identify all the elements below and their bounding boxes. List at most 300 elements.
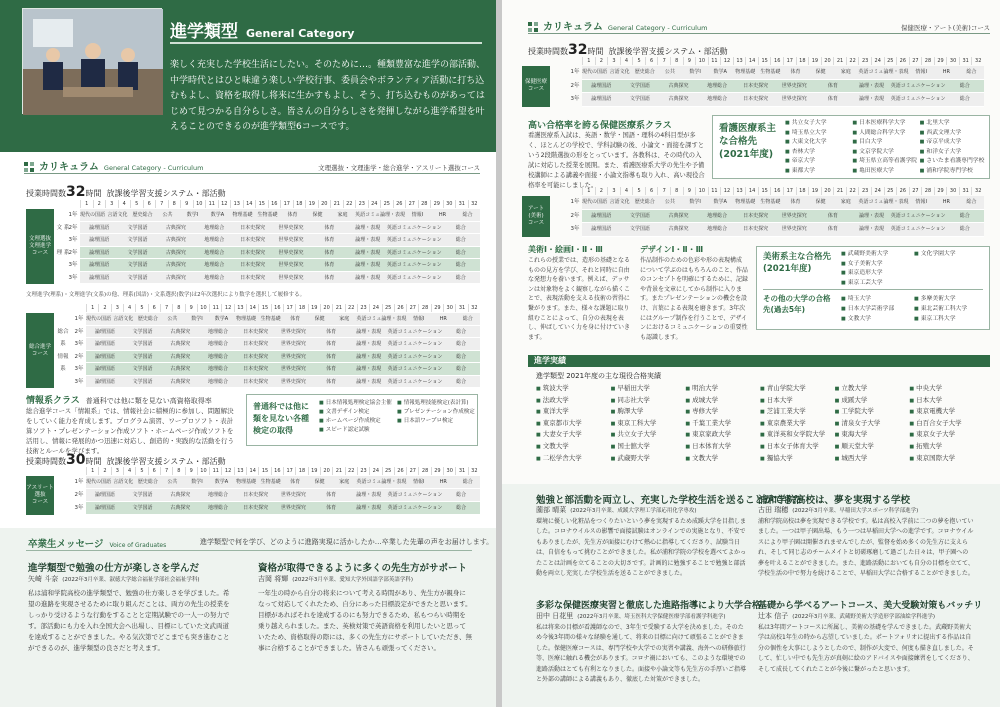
subject-cell: 世界史探究	[781, 82, 807, 89]
period-number: 25	[884, 187, 897, 195]
art-heading-1: 美術Ⅰ・絵画Ⅰ・Ⅱ・Ⅲ	[528, 245, 603, 254]
subject-cell: 論理・表現	[356, 492, 382, 498]
subject-cell: 古典探究	[668, 226, 689, 232]
timetable-row	[80, 247, 480, 260]
subject-cell: 体育	[324, 262, 335, 268]
qualification-item: ■ ホームページ作成検定	[319, 417, 397, 426]
timetable-row	[80, 222, 480, 235]
period-number: 16	[770, 57, 783, 65]
timetable-row	[86, 313, 480, 326]
period-number: 16	[271, 467, 283, 475]
subject-cell: 英語コミュニケーション	[890, 96, 946, 102]
period-number: 14	[745, 57, 758, 65]
subject-cell: 日本史探究	[243, 328, 269, 335]
subject-cell: 世界史探究	[280, 366, 306, 372]
subject-cell: 論理・表現	[381, 316, 407, 322]
period-number: 7	[160, 467, 172, 475]
health-heading: 高い合格率を誇る保健医療系クラス	[528, 121, 672, 131]
subject-cell: 文学国語	[132, 492, 153, 498]
grade-label: 1年	[74, 316, 84, 322]
subject-cell: 古典探究	[668, 82, 689, 89]
subject-cell: 英語コミュニケーション	[386, 274, 442, 281]
subject-cell: 世界史探究	[781, 226, 807, 232]
graduates-section	[0, 528, 496, 707]
subject-cell: 文学国語	[629, 226, 650, 232]
period-number: 15	[258, 304, 270, 312]
period-number: 28	[418, 467, 430, 475]
subject-cell: 英語コミュニケーション	[890, 212, 946, 219]
subject-cell: 論理国語	[94, 378, 115, 385]
timetable-row	[80, 272, 480, 285]
period-number: 11	[708, 57, 721, 65]
subject-cell: 論理国語	[89, 237, 110, 243]
school-item: ■ 大東文化大学	[785, 138, 852, 148]
period-number: 1	[86, 304, 98, 312]
result-school: ■ 法政大学	[536, 395, 611, 407]
subject-cell: 地理総合	[204, 274, 225, 281]
subject-cell: 情報Ⅰ	[411, 212, 424, 218]
message-body: 環境に優しい化粧品をつくりたいという夢を実現するため成蹊大学を目指しました。コロナウイルスの影響で面接試験はオンラインでの実施となり、不安でもありましたが、先生方が面接にむけて熱心に指導してくださり、試験当日は、自信をもって挑むことができました。私が浦和学院の学校を選べてよかったことは計画を立てることの大切さです。計画的に勉強することで勉強と部活動を両立し充実した学校生活を送ることができました。	[536, 518, 747, 578]
subject-cell: 世界史探究	[278, 224, 304, 231]
subject-cell: 地理総合	[204, 249, 225, 256]
period-number: 4	[123, 304, 135, 312]
period-number: 11	[205, 200, 218, 208]
timetable-row	[86, 351, 480, 364]
subject-cell: 総合	[966, 199, 977, 205]
subject-cell: 数学Ⅰ	[186, 212, 199, 218]
subject-cell: 古典探究	[170, 328, 191, 335]
school-item: ■ 文化学園大学	[914, 250, 987, 260]
period-number: 22	[846, 57, 859, 65]
subject-cell: 公共	[664, 69, 675, 75]
period-number: 22	[345, 304, 357, 312]
period-number: 23	[357, 304, 369, 312]
subject-cell: 論理・表現	[858, 226, 884, 232]
period-number: 4	[620, 57, 633, 65]
subject-cell: 体育	[324, 249, 335, 256]
subject-cell: 世界史探究	[280, 341, 306, 347]
period-number: 20	[821, 187, 834, 195]
subject-cell: 論理・表現	[858, 212, 884, 219]
subject-cell: 文学国語	[132, 366, 153, 372]
school-item: ■ 武蔵野美術大学	[841, 250, 914, 260]
timetable-row	[582, 210, 984, 224]
subject-cell: 古典探究	[170, 505, 191, 511]
result-school: ■ 工学院大学	[835, 406, 910, 418]
period-number: 18	[295, 304, 307, 312]
period-number: 28	[921, 187, 934, 195]
timetable-row	[86, 363, 480, 376]
school-item: ■ 西武文理大学	[920, 129, 987, 139]
result-school: ■ 城西大学	[835, 453, 910, 465]
result-school: ■ 東京都市大学	[536, 418, 611, 430]
timetable-art	[522, 187, 984, 239]
subject-cell: 歴史総合	[634, 69, 655, 75]
subject-cell: 地理総合	[707, 96, 728, 102]
grade-label: 2年	[570, 82, 580, 89]
period-number: 20	[320, 467, 332, 475]
qualification-item: ■ プレゼンテーション作成検定	[397, 408, 475, 417]
subject-cell: 総合	[456, 341, 467, 347]
period-number: 7	[155, 200, 168, 208]
subject-cell: 総合	[959, 96, 970, 102]
subject-cell: 論理・表現	[858, 82, 884, 89]
subject-cell: 保健	[815, 199, 826, 205]
subject-cell: 体育	[290, 316, 301, 322]
qualification-item: ■ 情報処理技能検定(表計算)	[397, 399, 475, 408]
track-label: 文 系	[56, 224, 70, 231]
period-number: 12	[218, 200, 231, 208]
result-school: ■ 成城大学	[685, 395, 760, 407]
subject-cell: 論理・表現	[883, 199, 909, 205]
subject-cell: 文学国語	[127, 262, 148, 268]
message-author: 古田 瑞穂 (2022年3月卒業、早稲田大学スポーツ科学部進学)	[758, 506, 919, 514]
subject-cell: 世界史探究	[781, 212, 807, 219]
art-box-title: 美術系主な合格先(2021年度)	[763, 252, 832, 274]
result-school: ■ 二松学舎大学	[536, 453, 611, 465]
subject-cell: 文学国語	[127, 249, 148, 256]
subject-cell: 生物基礎	[260, 316, 281, 322]
period-number: 4	[123, 467, 135, 475]
period-number: 5	[632, 187, 645, 195]
timetable-row	[582, 93, 984, 107]
subject-cell: 論理国語	[89, 224, 110, 231]
subject-cell: 物理基礎	[236, 316, 257, 322]
subject-cell: 英語コミュニケーション	[387, 492, 443, 498]
subject-cell: 物理基礎	[236, 479, 257, 485]
message-title: 浦和学院高校は、夢を実現する学校	[758, 495, 911, 506]
result-school: ■ 拓殖大学	[909, 441, 984, 453]
subject-cell: 総合	[462, 316, 473, 322]
period-number: 13	[733, 187, 746, 195]
subject-cell: 総合	[462, 212, 473, 218]
school-item: ■ 帝京大学	[785, 157, 852, 167]
subject-cell: 物理基礎	[735, 69, 756, 75]
subject-cell: 論理国語	[89, 249, 110, 256]
subject-cell: 生物基礎	[760, 69, 781, 75]
message-title: 進学類型で勉強の仕方が楽しさを学んだ	[28, 563, 200, 574]
title-underline	[170, 42, 482, 44]
health-schools-box	[712, 115, 990, 179]
school-item: ■ 亀田医療大学	[852, 167, 919, 177]
period-number: 29	[934, 187, 947, 195]
result-school: ■ 早稲田大学	[611, 383, 686, 395]
period-number: 29	[431, 467, 443, 475]
period-number: 25	[380, 200, 393, 208]
subject-cell: 体育	[827, 212, 838, 219]
period-number: 10	[197, 467, 209, 475]
message-author: 矢崎 斗奈 (2022年3月卒業、淑徳大学総合福祉学部社会福祉学科)	[28, 575, 200, 583]
subject-cell: 歴史総合	[132, 212, 153, 218]
subject-cell: 地理総合	[707, 82, 728, 89]
subject-cell: 数学A	[713, 199, 727, 205]
period-number: 20	[821, 57, 834, 65]
period-number: 18	[796, 187, 809, 195]
period-number: 14	[745, 187, 758, 195]
period-number: 10	[197, 304, 209, 312]
subject-cell: 日本史探究	[743, 96, 769, 102]
period-number: 3	[111, 304, 123, 312]
info-class-text: 総合進学コース「情報系」では、情報社会に積極的に参加し、問題解決をしていく能力を育成します。プログラム演習、ワープロソフト・表計算ソフト・プレゼンテーション作成ソフト・ホームページ作成ソフトを活用し、情報に発展的かつ迅速に対応し、創造的・実践的な活動を行う技術とルールを学びます。	[26, 407, 234, 455]
period-number: 7	[160, 304, 172, 312]
period-number: 1	[582, 57, 595, 65]
period-number: 23	[355, 200, 368, 208]
subject-cell: 文学国語	[127, 237, 148, 243]
subject-cell: 文学国語	[132, 328, 153, 335]
period-number: 5	[135, 467, 147, 475]
subject-cell: 地理総合	[207, 328, 228, 335]
period-header	[582, 57, 984, 65]
qualification-item: ■ 日本情報処理検定協会主催	[319, 399, 397, 408]
subject-cell: 現代の国語	[80, 212, 106, 218]
school-item: ■ 文京学院大学	[852, 148, 919, 158]
subject-cell: 英語コミュニケーション	[890, 226, 946, 232]
course-label: 総合進学 コース	[26, 313, 54, 388]
subject-cell: 英語コミュニケーション	[387, 505, 443, 511]
period-number: 13	[230, 200, 243, 208]
right-messages	[502, 484, 1000, 707]
subject-cell: 古典探究	[170, 366, 191, 372]
subject-cell: 総合	[456, 353, 467, 360]
subject-cell: HR	[942, 199, 950, 205]
subject-cell: 世界史探究	[280, 505, 306, 511]
subject-cell: 日本史探究	[743, 226, 769, 232]
period-number: 1	[86, 467, 98, 475]
subject-cell: 体育	[326, 353, 337, 360]
subject-cell: 公共	[167, 479, 178, 485]
subject-cell: 日本史探究	[240, 249, 266, 256]
subject-cell: 保健	[312, 212, 323, 218]
subject-cell: 体育	[324, 237, 335, 243]
subject-cell: 論理・表現	[883, 69, 909, 75]
period-number: 24	[369, 467, 381, 475]
result-school: ■ 千葉工業大学	[685, 418, 760, 430]
period-number: 32	[468, 200, 481, 208]
art-heading-2: デザインⅠ・Ⅱ・Ⅲ	[640, 245, 704, 254]
subject-cell: 地理総合	[207, 378, 228, 385]
subject-cell: 論理国語	[94, 492, 115, 498]
subject-cell: 英語コミュニケーション	[387, 328, 443, 335]
subject-cell: 日本史探究	[743, 82, 769, 89]
period-number: 30	[443, 304, 455, 312]
subject-cell: 文学国語	[132, 341, 153, 347]
subject-cell: 英語コミュ	[355, 212, 380, 218]
art-schools-box	[756, 246, 990, 330]
result-school: ■ 白百合女子大学	[909, 418, 984, 430]
subject-cell: 地理総合	[207, 505, 228, 511]
period-number: 19	[308, 467, 320, 475]
subject-cell: 日本史探究	[240, 274, 266, 281]
period-number: 17	[280, 200, 293, 208]
subject-cell: 論理・表現	[858, 96, 884, 102]
period-number: 21	[833, 57, 846, 65]
period-number: 27	[909, 187, 922, 195]
period-number: 24	[871, 57, 884, 65]
subject-cell: 世界史探究	[280, 492, 306, 498]
grade-label: 2年	[74, 353, 84, 360]
subject-cell: 言語文化	[609, 69, 630, 75]
result-school: ■ 順天堂大学	[835, 441, 910, 453]
subject-cell: 日本史探究	[243, 378, 269, 385]
subject-cell: 世界史探究	[781, 96, 807, 102]
subject-cell: 物理基礎	[735, 199, 756, 205]
period-number: 6	[143, 200, 156, 208]
result-school: ■ 東洋大学	[536, 406, 611, 418]
period-number: 15	[258, 467, 270, 475]
grade-label: 3年	[74, 366, 84, 372]
period-number: 24	[369, 304, 381, 312]
period-number: 8	[172, 467, 184, 475]
message-body: 一年生の時から自分の将来について考える時間があり、先生方が親身になって対応してくれたため、自分にあった目標設定ができたと思います。目標があればそれを達成するのにも努力できるため、私もつらい時期を乗り越えられました。また、英検対策で英語資格を利用したいと思っていたため、資格取得の際には、多くの先生方にサポートしていただき、無事に合格することができました。皆さんも頑張ってください。	[258, 589, 472, 652]
period-number: 11	[209, 304, 221, 312]
period-number: 27	[406, 304, 418, 312]
subject-cell: 総合	[455, 274, 466, 281]
timetable-row	[582, 80, 984, 94]
period-number: 32	[971, 187, 984, 195]
school-item: ■ 杏林大学	[785, 148, 852, 158]
period-number: 4	[620, 187, 633, 195]
curriculum-header: カリキュラム General Category - Curriculum 保健医療・アート(美術)コース	[528, 20, 990, 34]
result-school: ■ 東京国際大学	[909, 453, 984, 465]
timetable-sogo	[26, 304, 480, 388]
subject-cell: 英語コミュ	[356, 316, 382, 322]
grade-label: 3年	[68, 237, 78, 243]
subject-cell: 家庭	[337, 212, 348, 218]
period-header	[80, 200, 480, 208]
timetable-health	[522, 57, 984, 109]
subject-cell: 英語コミュニケーション	[386, 262, 442, 268]
subject-cell: 古典探究	[668, 212, 689, 219]
school-item: ■ 埼玉県立大学	[785, 129, 852, 139]
subject-cell: 英語コミュニケーション	[386, 249, 442, 256]
timetable-row	[80, 259, 480, 272]
period-number: 19	[808, 187, 821, 195]
subject-cell: HR	[942, 69, 950, 75]
subject-cell: 体育	[324, 224, 335, 231]
school-item: ■ 日本医療科学大学	[852, 119, 919, 129]
subject-cell: 論理・表現	[381, 479, 407, 485]
subject-cell: 英語コミュニケーション	[387, 366, 443, 372]
subject-cell: 情報Ⅰ	[915, 199, 927, 205]
track-label: 総合系	[57, 328, 69, 347]
school-item: ■ 文教大学	[841, 314, 914, 324]
subject-cell: 地理総合	[707, 212, 728, 219]
subject-cell: 世界史探究	[280, 378, 306, 385]
message-author: 薗部 晴菜 (2022年3月卒業、成蹊大学理工学部応用化学専攻)	[536, 506, 697, 514]
subject-cell: 公共	[664, 199, 675, 205]
period-number: 25	[382, 467, 394, 475]
divider	[26, 550, 472, 551]
subject-cell: 総合	[959, 82, 970, 89]
grade-label: 3年	[74, 378, 84, 385]
course-label: アート (美術) コース	[522, 196, 550, 237]
subject-cell: 現代の国語	[582, 199, 608, 205]
period-header	[582, 187, 984, 195]
period-number: 23	[858, 187, 871, 195]
subject-cell: 古典探究	[165, 249, 186, 256]
timetable-row	[582, 196, 984, 210]
subject-cell: 英語コミュ	[858, 69, 884, 75]
period-number: 30	[443, 200, 456, 208]
subject-cell: 論理国語	[591, 226, 612, 232]
school-item: ■ 埼玉県立高等看護学院	[852, 157, 919, 167]
message-title: 基礎から学べるアートコース、美大受験対策もバッチリ	[758, 601, 983, 611]
subject-cell: 文学国語	[127, 274, 148, 281]
period-number: 27	[406, 467, 418, 475]
result-school: ■ 日本大学	[909, 395, 984, 407]
subject-cell: 総合	[455, 249, 466, 256]
subject-cell: 現代の国語	[86, 316, 112, 322]
subject-cell: 体育	[827, 226, 838, 232]
period-number: 3	[607, 187, 620, 195]
subject-cell: 数学A	[210, 212, 225, 218]
subject-cell: 体育	[326, 341, 337, 347]
subject-cell: 総合	[959, 212, 970, 219]
timetable-row	[582, 66, 984, 80]
left-page	[0, 0, 496, 707]
period-number: 6	[645, 187, 658, 195]
health-school-list	[785, 119, 987, 177]
subject-cell: HR	[439, 316, 447, 322]
period-number: 26	[393, 200, 406, 208]
subject-cell: 体育	[790, 199, 801, 205]
result-school: ■ 同志社大学	[611, 395, 686, 407]
subject-cell: 現代の国語	[582, 69, 608, 75]
subject-cell: 英語コミュニケーション	[387, 341, 443, 347]
period-number: 20	[318, 200, 331, 208]
period-number: 6	[148, 304, 160, 312]
period-number: 13	[234, 304, 246, 312]
period-header	[86, 467, 480, 475]
period-number: 25	[382, 304, 394, 312]
subject-cell: 地理総合	[707, 226, 728, 232]
period-number: 32	[468, 467, 480, 475]
grade-label: 1年	[570, 69, 580, 75]
period-number: 28	[921, 57, 934, 65]
subject-cell: 古典探究	[165, 274, 186, 281]
grade-label: 1年	[74, 479, 84, 485]
subject-cell: 体育	[827, 82, 838, 89]
period-number: 17	[783, 187, 796, 195]
message-title: 資格が取得できるように多くの先生方がサポート	[258, 563, 468, 574]
timetable-row	[80, 209, 480, 222]
qualification-box	[246, 394, 478, 446]
subject-cell: 体育	[326, 328, 337, 335]
period-number: 18	[293, 200, 306, 208]
subject-cell: 論理・表現	[355, 224, 381, 231]
period-number: 8	[168, 200, 181, 208]
school-item: ■ 東京工芸大学	[841, 279, 914, 289]
period-number: 25	[884, 57, 897, 65]
grade-label: 2年	[74, 492, 84, 498]
subject-cell: 保健	[314, 316, 325, 322]
subject-cell: 数学Ⅰ	[191, 316, 203, 322]
period-number: 3	[111, 467, 123, 475]
timetable-row	[80, 234, 480, 247]
subject-cell: 世界史探究	[280, 328, 306, 335]
period-number: 1	[80, 200, 93, 208]
students-photo	[22, 8, 162, 114]
qual-list	[319, 399, 475, 435]
period-number: 16	[770, 187, 783, 195]
period-number: 30	[946, 57, 959, 65]
subject-cell: 日本史探究	[243, 366, 269, 372]
subject-cell: 論理国語	[591, 212, 612, 219]
period-number: 9	[180, 200, 193, 208]
period-number: 27	[909, 57, 922, 65]
period-number: 15	[758, 187, 771, 195]
period-number: 17	[783, 57, 796, 65]
